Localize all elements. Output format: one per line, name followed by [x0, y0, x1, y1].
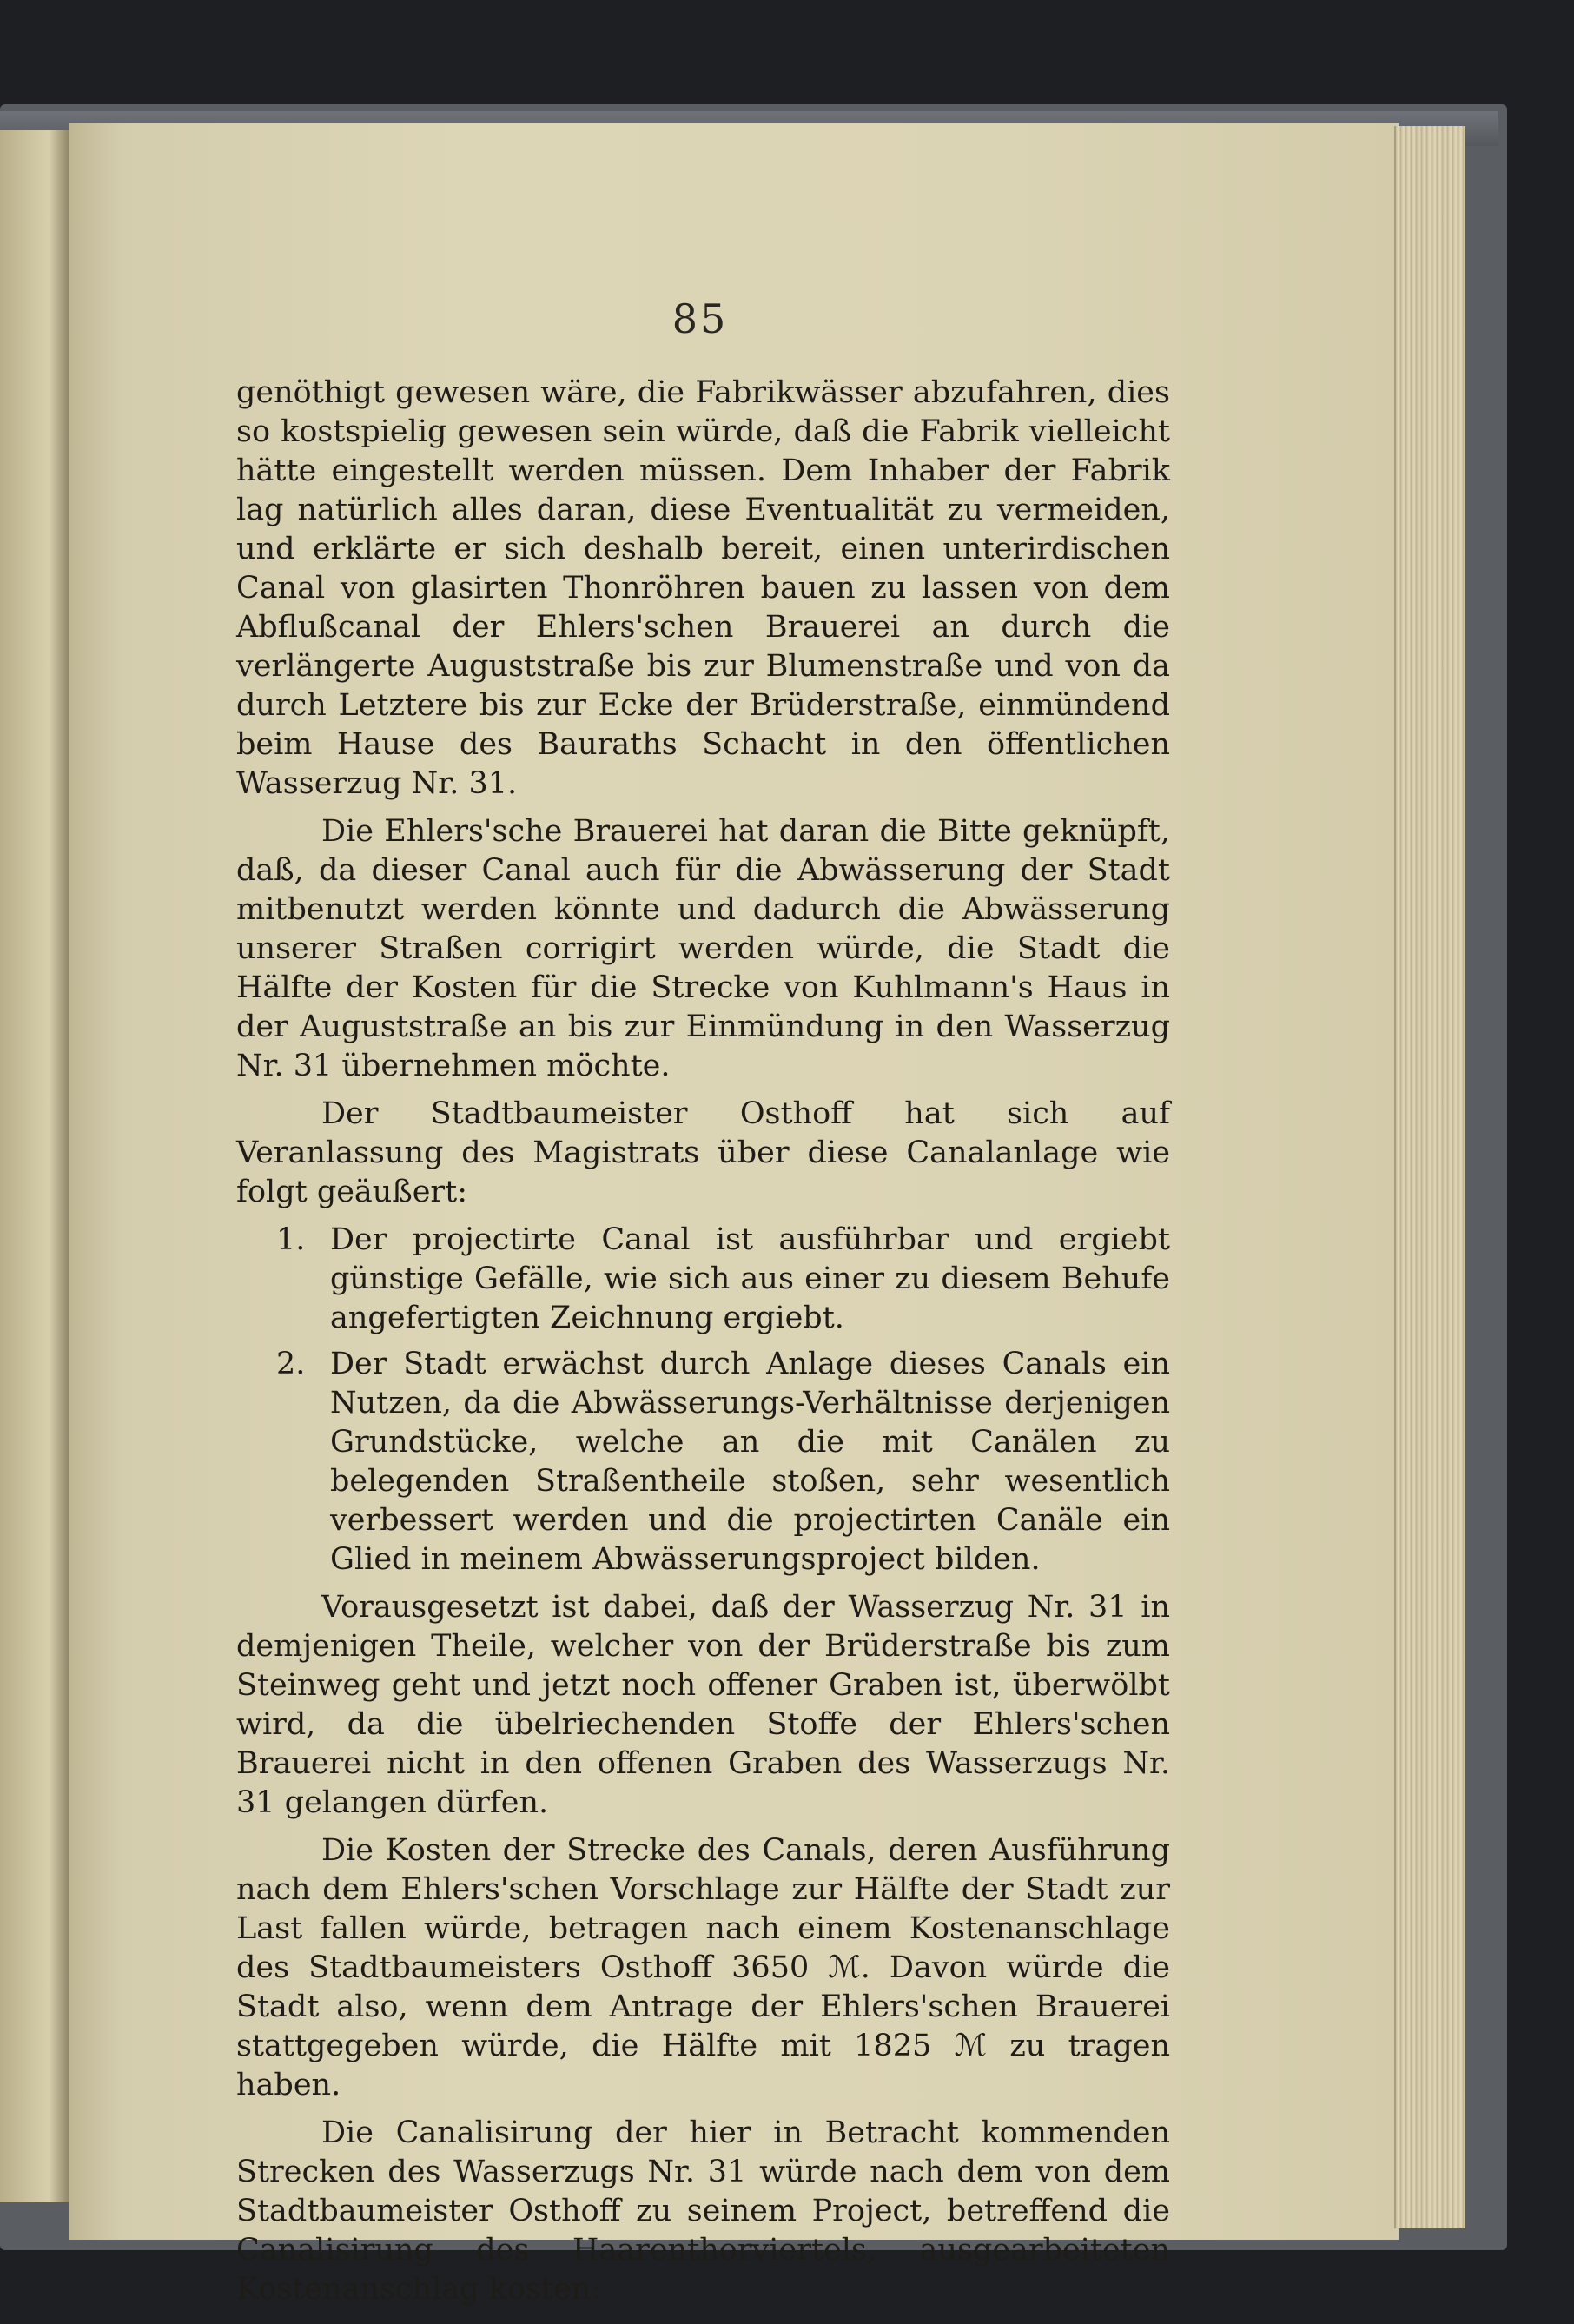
body-text [236, 374, 1170, 2318]
list-item-number: 2. [276, 1347, 306, 1381]
paragraph: Die Canalisirung der hier in Betracht kommenden Strecken des Wasserzugs Nr. 31 würde nach dem von dem Stadtbaumeister Osthoff zu seinem Project, betreffend die Canalisirung des Haarenthorviertels, ausgearbeiteten Kostenanschlag kosten: [236, 2115, 1170, 2307]
paragraph: Vorausgesetzt ist dabei, daß der Wasserzug Nr. 31 in demjenigen Theile, welcher von der Brüderstraße bis zum Steinweg geht und jetzt noch offener Graben ist, überwölbt wird, da die übelriechenden Stoffe der Ehlers'schen Brauerei nicht in den offenen Graben des Wasserzugs Nr. 31 gelangen dürfen. [236, 1590, 1170, 1820]
list-item [236, 1221, 1170, 1338]
left-page-edge [0, 130, 69, 2202]
list-item-text: Der Stadt erwächst durch Anlage dieses Canals ein Nutzen, da die Abwässerungs-Verhältnisse derjenigen Grundstücke, welche an die mit Canälen zu belegenden Straßentheile stoßen, sehr wesentlich verbessert werden und die projectirten Canäle ein Glied in meinem Abwässerungsproject bilden. [330, 1347, 1170, 1577]
paragraph: Die Kosten der Strecke des Canals, deren Ausführung nach dem Ehlers'schen Vorschlage zur Hälfte der Stadt zur Last fallen würde, betragen nach einem Kostenanschlage des Stadtbaumeisters Osthoff 3650 ℳ. Davon würde die Stadt also, wenn dem Antrage der Ehlers'schen Brauerei stattgegeben würde, die Hälfte mit 1825 ℳ zu tragen haben. [236, 1833, 1170, 2102]
numbered-list [236, 1221, 1170, 1579]
page-block-edges [1394, 126, 1465, 2228]
page-number: 85 [671, 295, 729, 342]
list-item-number: 1. [276, 1222, 306, 1257]
list-item [236, 1345, 1170, 1579]
list-item-text: Der projectirte Canal ist ausführbar und ergiebt günstige Gefälle, wie sich aus einer zu diesem Behufe angefertigten Zeichnung ergiebt. [330, 1222, 1170, 1335]
paragraph: Der Stadtbaumeister Osthoff hat sich auf Veranlassung des Magistrats über diese Canalanlage wie folgt geäußert: [236, 1096, 1170, 1209]
paragraph: genöthigt gewesen wäre, die Fabrikwässer abzufahren, dies so kostspielig gewesen sein würde, daß die Fabrik vielleicht hätte eingestellt werden müssen. Dem Inhaber der Fabrik lag natürlich alles daran, diese Eventualität zu vermeiden, und erklärte er sich deshalb bereit, einen unterirdischen Canal von glasirten Thonröhren bauen zu lassen von dem Abflußcanal der Ehlers'schen Brauerei an durch die verlängerte Auguststraße bis zur Blumenstraße und von da durch Letztere bis zur Ecke der Brüderstraße, einmündend beim Hause des Bauraths Schacht in den öffentlichen Wasserzug Nr. 31. [236, 375, 1170, 801]
paragraph: Die Ehlers'sche Brauerei hat daran die Bitte geknüpft, daß, da dieser Canal auch für die Abwässerung der Stadt mitbenutzt werden könnte und dadurch die Abwässerung unserer Straßen corrigirt werden würde, die Stadt die Hälfte der Kosten für die Strecke von Kuhlmann's Haus in der Auguststraße an bis zur Einmündung in den Wasserzug Nr. 31 übernehmen möchte. [236, 814, 1170, 1083]
